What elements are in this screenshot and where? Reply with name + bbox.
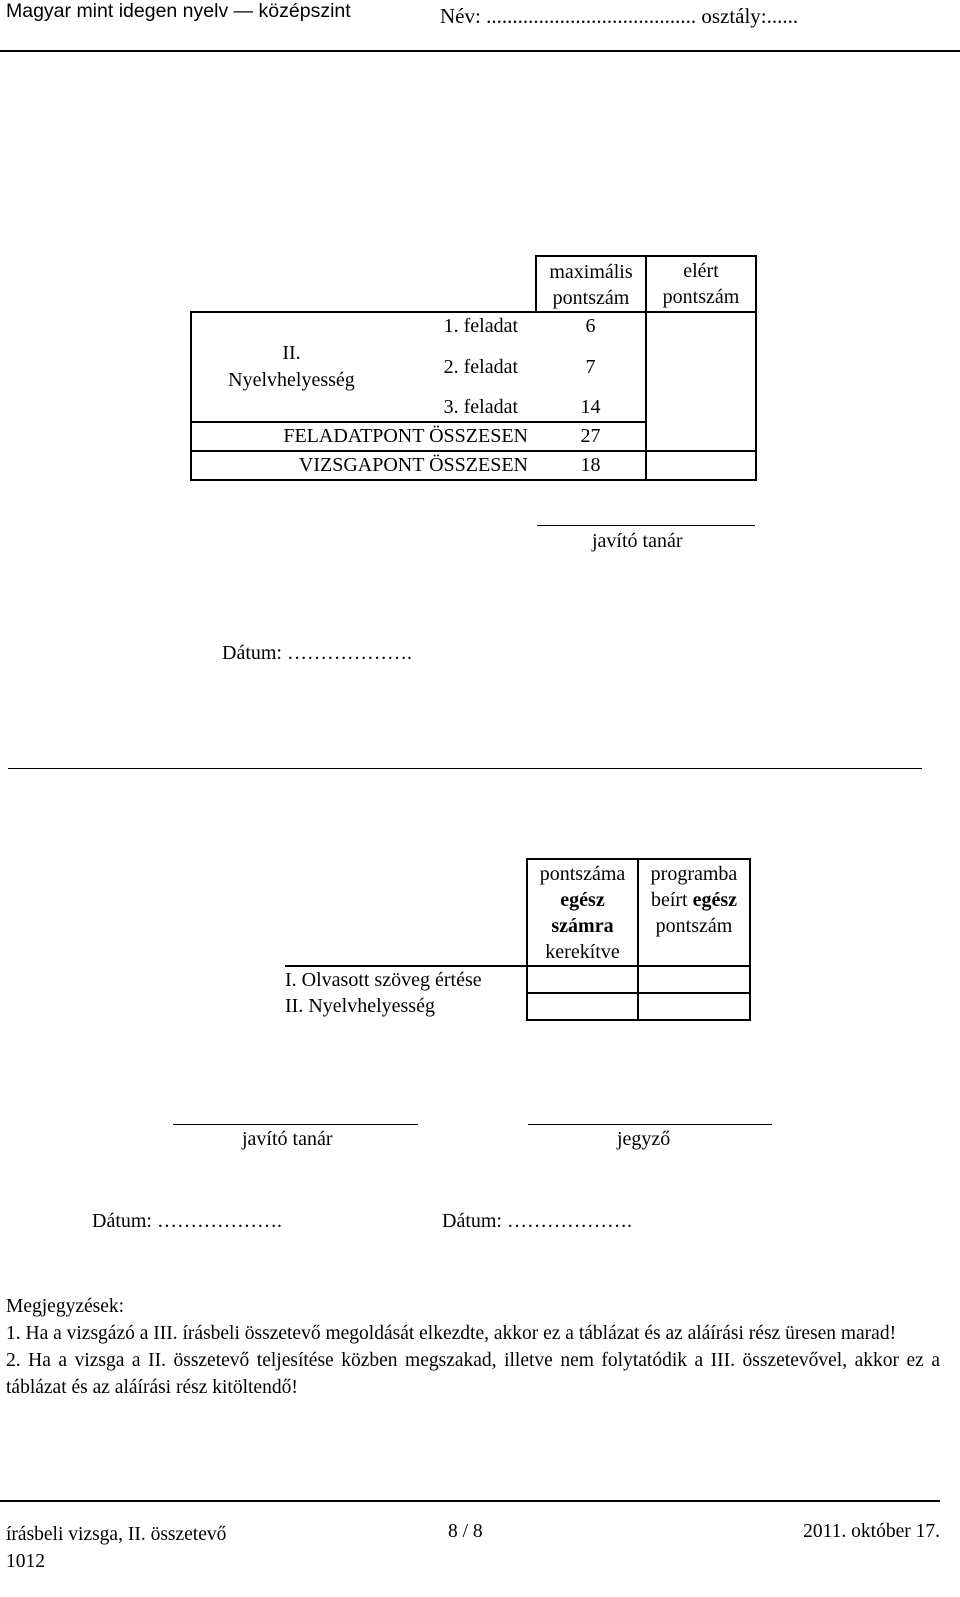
corrector-caption: javító tanár [592,530,683,552]
task-max-score: 14 [536,394,646,422]
exam-total-value: 18 [536,451,646,480]
registrar-caption: jegyző [617,1128,671,1150]
exam-code: 1012 [6,1551,45,1572]
name-class-field: Név: ........................................ osztály:...... [440,4,799,28]
date-field: Dátum: ………………. [442,1210,632,1232]
page-header [0,0,960,52]
grammar-row-label: II. Nyelvhelyesség [285,995,435,1017]
reading-rounded-cell[interactable] [527,966,638,993]
date-field: Dátum: ………………. [222,642,412,664]
task-row-label: 2. feladat [443,355,518,378]
task-total-achieved[interactable] [646,422,756,451]
exam-date: 2011. október 17. [803,1521,940,1542]
page-number: 8 / 8 [448,1521,483,1542]
task-total-label: FELADATPONT ÖSSZESEN [191,422,536,451]
reading-row-label: I. Olvasott szöveg értése [285,966,527,993]
date-field: Dátum: ………………. [92,1210,282,1232]
notes-title: Megjegyzések: [6,1296,125,1317]
rounded-score-table [285,858,751,1021]
task-total-value: 27 [536,422,646,451]
exam-part-label: írásbeli vizsga, II. összetevő [6,1524,227,1545]
task-max-score: 7 [585,355,596,378]
signature-line [537,525,755,526]
footer-left [6,1521,226,1575]
achieved-score-header: elért pontszám [646,256,756,312]
reading-program-cell[interactable] [638,966,750,993]
achieved-score-cell[interactable] [646,312,756,422]
exam-title: Magyar mint idegen nyelv — középszint [6,0,351,22]
rounded-score-header: pontszáma egész számra kerekítve [527,859,638,966]
task-max-score: 6 [536,312,646,340]
score-table [190,255,757,481]
section-label: II. Nyelvhelyesség [191,340,361,394]
exam-total-label: VIZSGAPONT ÖSSZESEN [191,451,536,480]
program-score-header: programba beírt egész pontszám [638,859,750,966]
note-item: 2. Ha a vizsga a II. összetevő teljesítése közben megszakad, illetve nem folytatódik a III. összetevővel, akkor ez a táblázat és az aláírási rész kitöltendő! [6,1350,940,1398]
task-row-label: 1. feladat [361,312,536,340]
notes-section [6,1293,940,1401]
corrector-caption: javító tanár [242,1128,333,1150]
signature-line [528,1124,772,1125]
exam-total-achieved[interactable] [646,451,756,480]
footer-rule [0,1500,940,1502]
task-row-label: 3. feladat [361,394,536,422]
max-score-header: maximális pontszám [536,256,646,312]
grammar-rounded-cell[interactable] [527,993,638,1020]
signature-line [173,1124,418,1125]
note-item: 1. Ha a vizsgázó a III. írásbeli összetevő megoldását elkezdte, akkor ez a táblázat és az aláírási rész üresen marad! [6,1323,897,1344]
grammar-program-cell[interactable] [638,993,750,1020]
section-separator [8,768,922,769]
